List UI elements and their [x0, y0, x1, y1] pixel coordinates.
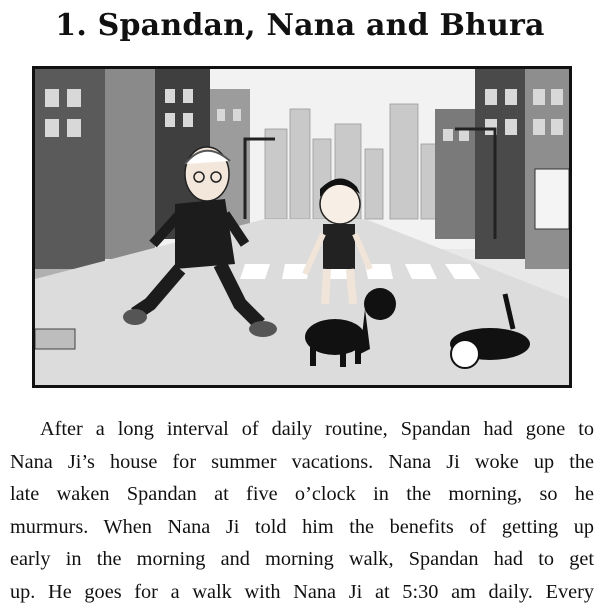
street-scene-illustration	[35, 69, 569, 385]
chapter-illustration	[32, 66, 572, 388]
chapter-title: 1. Spandan, Nana and Bhura	[0, 8, 600, 43]
paragraph-line: up. He goes for a walk with Nana Ji at 5:30 am daily. Every	[10, 576, 594, 608]
paragraph-line: Nana Ji’s house for summer vacations. Nana Ji woke up the	[10, 446, 594, 479]
paragraph-line: murmurs. When Nana Ji told him the benefits of getting up	[10, 511, 594, 544]
story-paragraph	[10, 413, 594, 608]
paragraph-line: early in the morning and morning walk, Spandan had to get	[10, 543, 594, 576]
paragraph-line: After a long interval of daily routine, Spandan had gone to	[10, 413, 594, 446]
paragraph-line: late waken Spandan at five o’clock in the morning, so he	[10, 478, 594, 511]
